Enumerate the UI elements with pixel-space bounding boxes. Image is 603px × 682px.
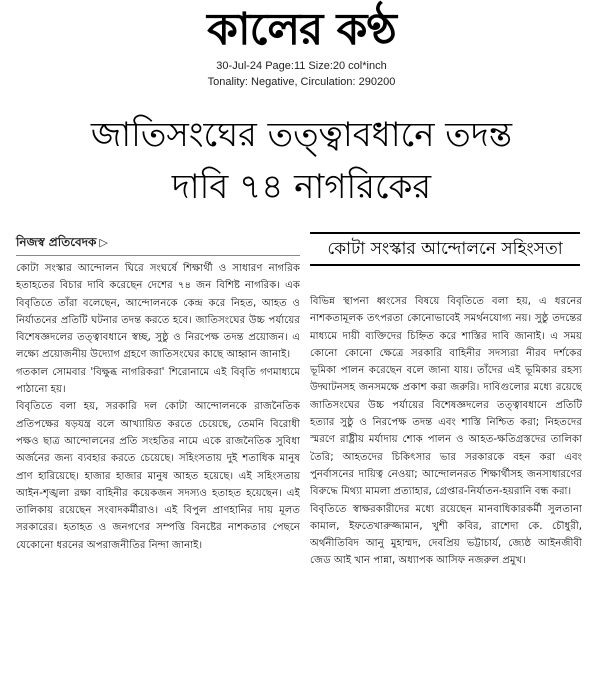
clipping-meta-date-page: 30-Jul-24 Page:11 Size:20 col*inch — [216, 60, 387, 72]
byline-divider — [16, 255, 300, 256]
paragraph: বিবৃতিতে স্বাক্ষরকারীদের মধ্যে রয়েছেন মানবাধিকারকর্মী সুলতানা কামাল, ইফতেখারুজ্জামান, খুশী কবির, রাশেদা কে. চৌধুরী, অর্থনীতিবিদ আনু মুহাম্মদ, দেবপ্রিয় ভট্টাচার্য, জ্যেষ্ঠ আইনজীবী জেড আই খান পান্না, অধ্যাপক আসিফ নজরুল প্রমুখ। — [310, 503, 582, 567]
paragraph: বিভিন্ন স্থাপনা ধ্বংসের বিষয়ে বিবৃতিতে বলা হয়, এ ধরনের নাশকতামূলক তৎপরতা কোনোভাবেই সমর্থনযোগ্য নয়। সুষ্ঠু তদন্তের মাধ্যমে দায়ী ব্যক্তিদের চিহ্নিত করে শাস্তির দাবি জানাই। এ সময় কোনো কোনো ক্ষেত্রে সরকারি বাহিনীর সদস্যরা নীরব দর্শকের ভূমিকা পালন করেছেন বলে জানা যায়। তাঁদের এই ভূমিকার রহস্য উদ্ঘাটনসহ জনসমক্ষে প্রকাশ করা জরুরি। দাবিগুলোর মধ্যে রয়েছে জাতিসংঘের উচ্চ পর্যায়ের বিশেষজ্ঞদলের তত্ত্বাবধানে প্রতিটি হত্যার সুষ্ঠু ও নিরপেক্ষ তদন্ত এবং শাস্তি নিশ্চিত করা; নিহতদের স্মরণে রাষ্ট্রীয় মর্যাদায় শোক পালন ও আহত-ক্ষতিগ্রস্তদের তালিকা তৈরি; আহতদের চিকিৎসার ভার সরকারকে বহন করা এবং পুনর্বাসনের দায়িত্ব নেওয়া; আন্দোলনরত শিক্ষার্থীসহ জনসাধারণের বিরুদ্ধে মিথ্যা মামলা প্রত্যাহার, গ্রেপ্তার-নির্যাতন-হয়রানি বন্ধ করা। — [310, 296, 582, 498]
byline — [16, 234, 108, 254]
paragraph: কোটা সংস্কার আন্দোলন ঘিরে সংঘর্ষে শিক্ষার্থী ও সাধারণ নাগরিক হতাহতের বিচার দাবি করেছেন দেশের ৭৪ জন বিশিষ্ট নাগরিক। এক বিবৃতিতে তাঁরা বলেছেন, আন্দোলনকে কেন্দ্র করে নিহত, আহত ও নির্যাতনের প্রতিটি ঘটনার তদন্ত করতে হবে। জাতিসংঘের উচ্চ পর্যায়ের বিশেষজ্ঞদলের তত্ত্বাবধানে স্বচ্ছ, সুষ্ঠু ও নিরপেক্ষ তদন্ত প্রয়োজন। এ লক্ষ্যে প্রয়োজনীয় উদ্যোগ গ্রহণে জাতিসংঘের কাছে আহ্বান জানাই। — [16, 263, 300, 361]
newspaper-masthead — [0, 2, 603, 58]
article-column-left — [16, 260, 300, 670]
article-column-right — [310, 293, 582, 673]
play-arrow-icon: ▷ — [99, 236, 108, 249]
masthead-title: কালের কণ্ঠ — [207, 4, 396, 55]
section-kicker: কোটা সংস্কার আন্দোলনে সহিংসতা — [310, 232, 580, 266]
headline-line-1: জাতিসংঘের তত্ত্বাবধানে তদন্ত — [90, 115, 513, 155]
byline-text: নিজস্ব প্রতিবেদক — [16, 235, 97, 249]
headline-line-2: দাবি ৭৪ নাগরিকের — [171, 167, 432, 207]
clipping-meta-tonality: Tonality: Negative, Circulation: 290200 — [207, 76, 396, 88]
paragraph: গতকাল সোমবার 'বিক্ষুব্ধ নাগরিকরা' শিরোনামে এই বিবৃতি গণমাধ্যমে পাঠানো হয়। — [16, 366, 300, 396]
paragraph: বিবৃতিতে বলা হয়, সরকারি দল কোটা আন্দোলনকে রাজনৈতিক প্রতিপক্ষের ষড়যন্ত্র বলে আখ্যায়িত করতে চেয়েছে, তেমনি বিরোধী পক্ষও ছাত্র আন্দোলনের প্রতি সংহতির নামে একে রাজনৈতিক সুবিধা অর্জনের জন্য ব্যবহার করতে চেয়েছে। সহিংসতায় দুই শতাধিক মানুষ প্রাণ হারিয়েছে। হাজার হাজার মানুষ আহত হয়েছে। এই সহিংসতায় আইন-শৃঙ্খলা রক্ষা বাহিনীর কয়েকজন সদস্যও হতাহত হয়েছেন। এই তালিকায় রয়েছেন সংবাদকর্মীরাও। এই বিপুল প্রাণহানির দায় মূলত সরকারের। হতাহত ও জনগণের সম্পত্তি বিনষ্টের নাশকতার পেছনে যেকোনো ধরনের অপরাজনীতির নিন্দা জানাই। — [16, 401, 300, 551]
